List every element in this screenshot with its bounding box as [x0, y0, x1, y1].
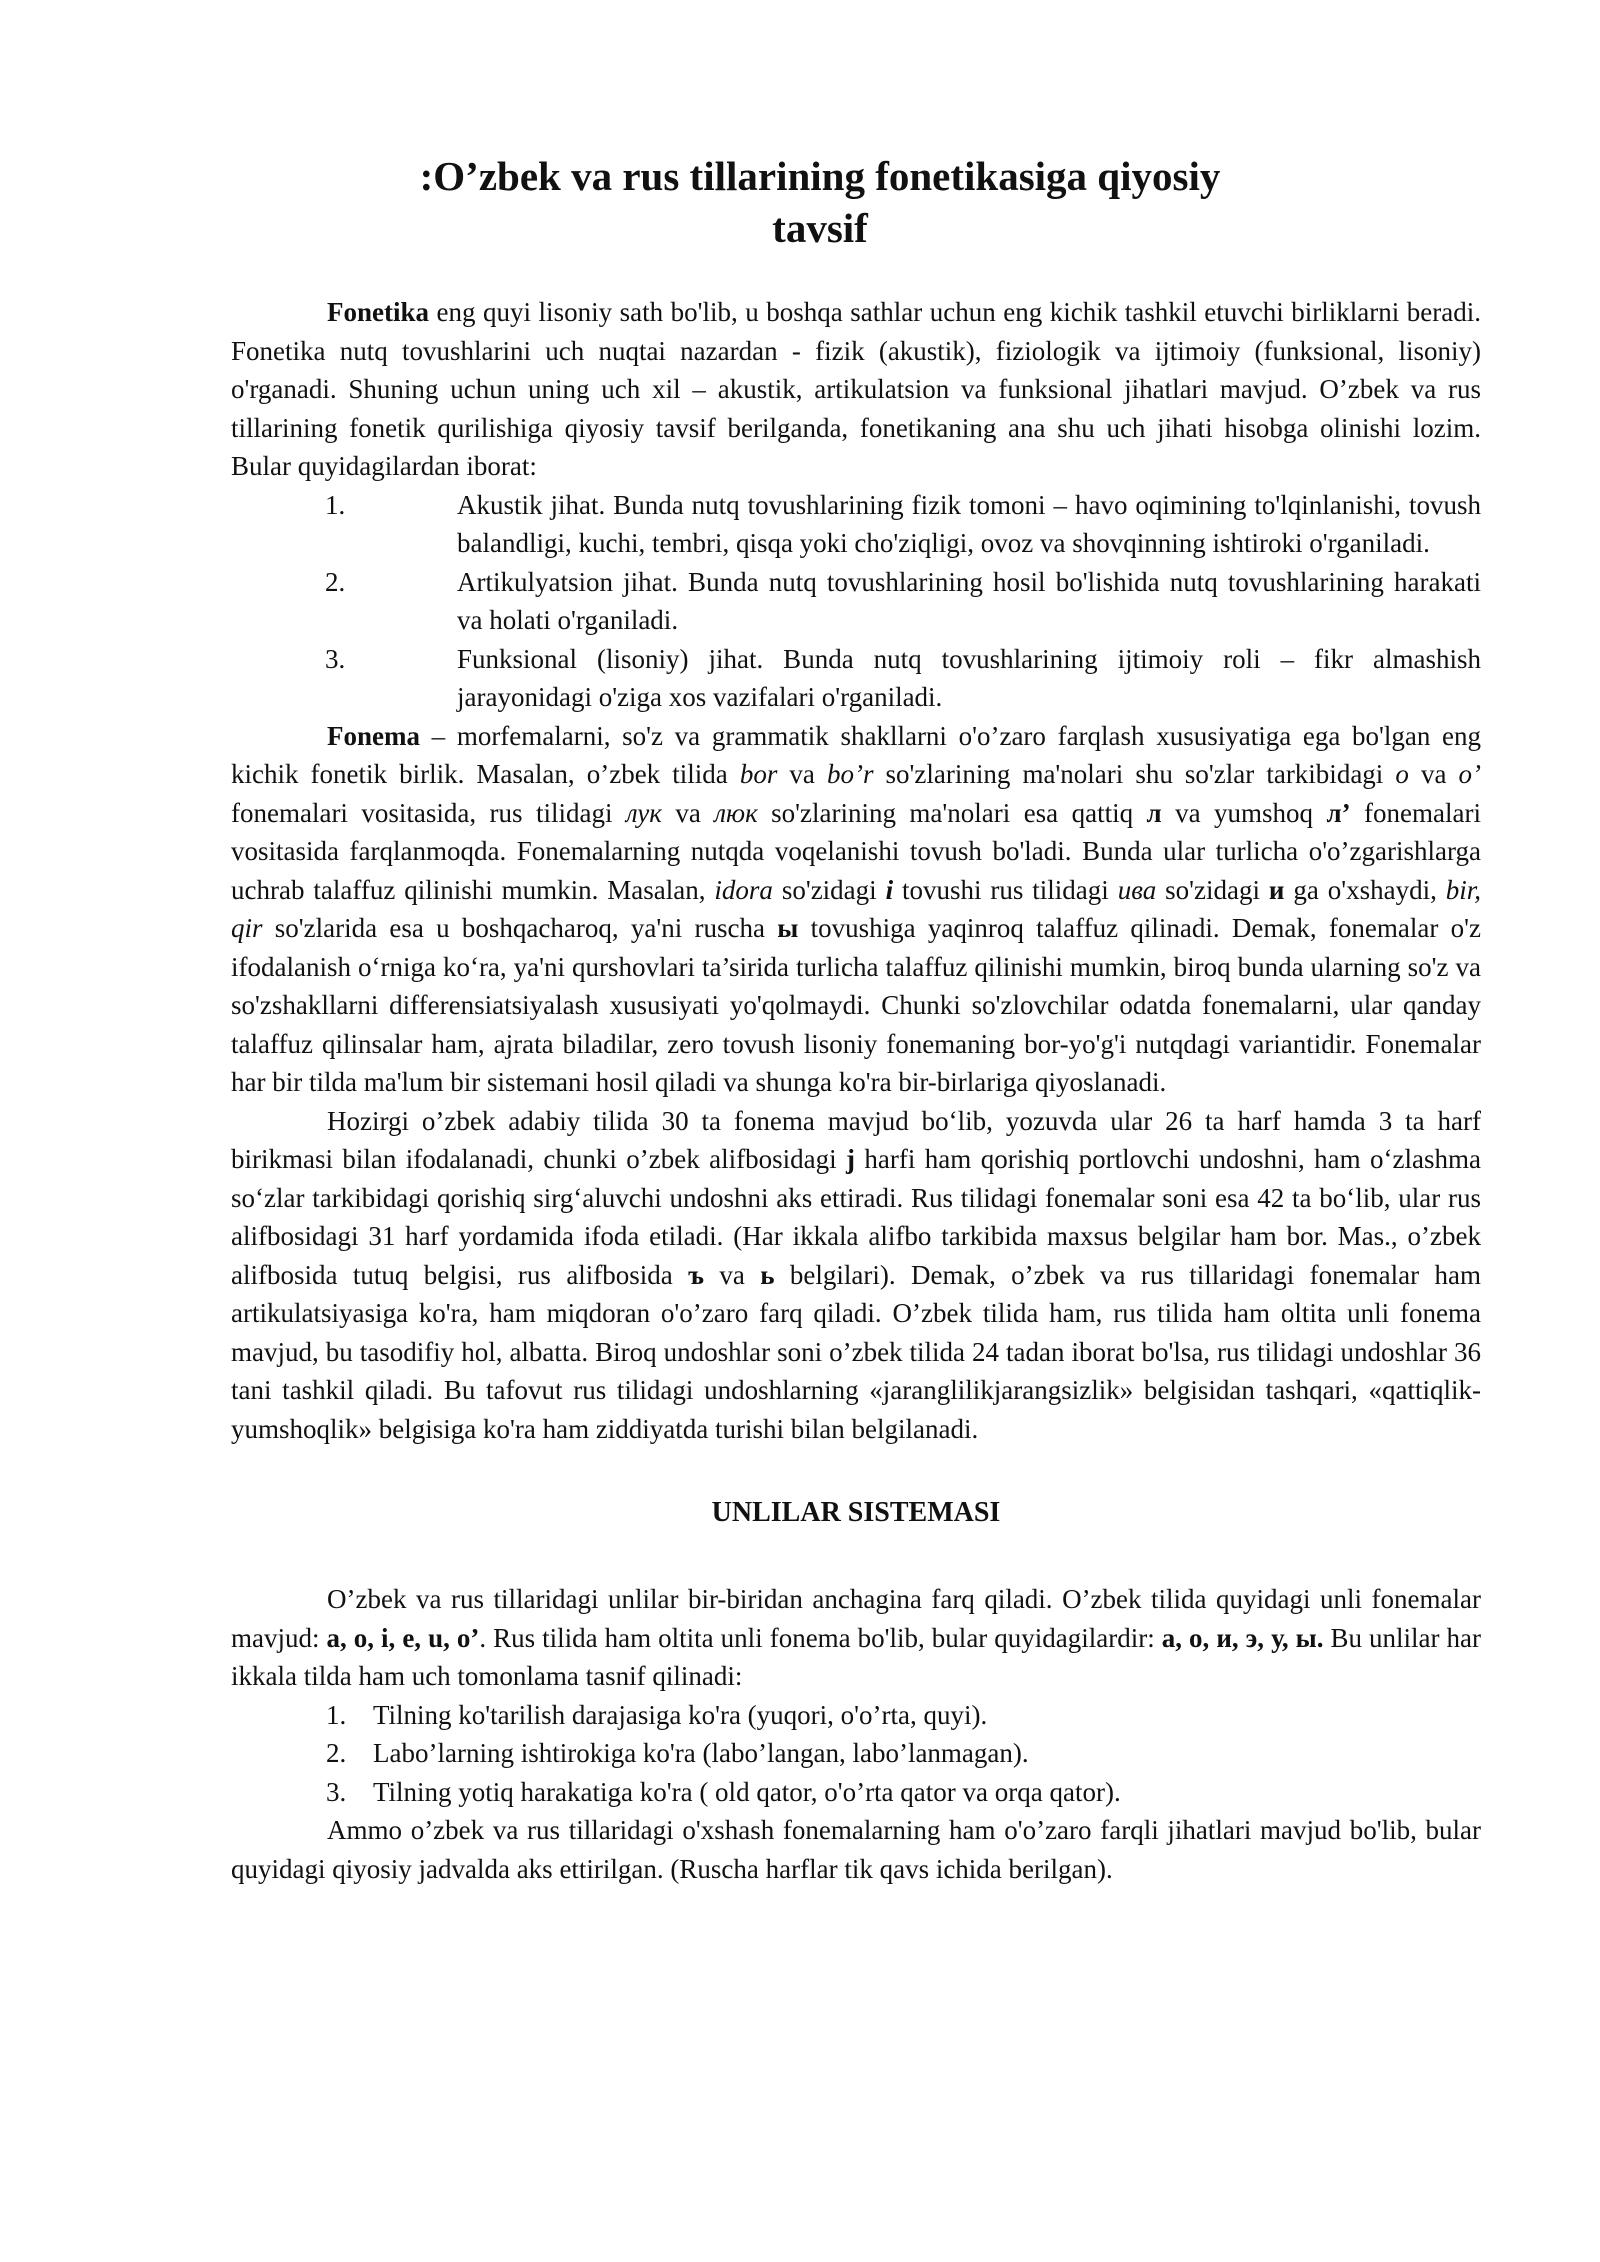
- example-word: bo’r: [826, 759, 874, 789]
- example-letter: i: [885, 874, 894, 905]
- example-word: idora: [714, 874, 773, 905]
- paragraph-fonemalar-soni: [231, 1102, 1481, 1449]
- text-run: belgilari). Demak, o’zbek va rus tillaridagi fonemalar ham artikulatsiyasiga ko'ra, ham miqdoran o'o’zaro farq qiladi. O’zbek tilida ham, rus tilida ham oltita unli fonema mavjud, bu tasodifiy hol, albatta. Biroq undoshlar soni o’zbek tilida 24 tadan iborat bo'lsa, rus tilidagi undoshlar 36 tani tashkil qiladi. Bu tafovut rus tilidagi undoshlarning «jaranglilikjarangsizlik» belgisidan tashqari, «qattiqlik-yumshoqlik» belgisiga ko'ra ham ziddiyatda turishi bilan belgilanadi.: [231, 1259, 1481, 1444]
- example-letter: ы: [777, 913, 799, 943]
- list-number: 2.: [325, 566, 346, 597]
- text-run: Hozirgi o’zbek adabiy tilida 30 ta fonema mavjud bo‘lib, yozuvda ular 26 ta harf hamda 3 ta harf birikmasi bilan ifodalanadi, chunki o’zbek alifbosidagi: [231, 1105, 1481, 1174]
- example-word: люк: [714, 797, 758, 828]
- term-fonema: Fonema: [327, 720, 420, 751]
- example-letter: ъ: [688, 1259, 704, 1290]
- text-run: fonemalari vositasida, rus tilidagi: [231, 797, 626, 828]
- paragraph-jadval: Ammo o’zbek va rus tillaridagi o'xshash fonemalarning ham o'o’zaro farqli jihatlari mavjud bo'lib, bular quyidagi qiyosiy jadvalda aks ettirilgan. (Ruscha harflar tik qavs ichida berilgan).: [231, 1815, 1481, 1884]
- list-item-text: Artikulyatsion jihat. Bunda nutq tovushlarining hosil bo'lishida nutq tovushlarining harakati va holati o'rganiladi.: [457, 566, 1481, 635]
- list-number: 1.: [326, 1699, 347, 1730]
- list-item-text: Tilning yotiq harakatiga ko'ra ( old qator, o'o’rta qator va orqa qator).: [373, 1776, 1121, 1807]
- vowel-list-uzbek: a, o, i, e, u, o’: [326, 1622, 480, 1653]
- example-letter: л’: [1326, 797, 1351, 828]
- text-run: va yumshoq: [1161, 797, 1327, 828]
- example-word: ива: [1117, 874, 1157, 905]
- text-run: so'zlarining ma'nolari shu so'zlar tarkibidagi: [873, 759, 1396, 789]
- text-run: O’zbek va rus tillaridagi unlilar bir-biridan anchagina farq qiladi. O’zbek tilida quyidagi unli fonemalar mavjud:: [231, 1584, 1481, 1653]
- example-letter: и: [1268, 874, 1285, 905]
- list-item-text: Tilning ko'tarilish darajasiga ko'ra (yuqori, o'o’rta, quyi).: [373, 1699, 988, 1730]
- paragraph-unlilar: [231, 1580, 1481, 1696]
- example-word: bir, qir: [231, 874, 1482, 943]
- text-run: – morfemalarni, so'z va grammatik shakllarni o'o’zaro farqlash xususiyatiga ega bo'lgan eng kichik fonetik birlik. Masalan, o’zbek tilida: [231, 720, 1481, 789]
- example-letter: ь: [760, 1259, 775, 1290]
- paragraph-fonetika: [231, 293, 1481, 486]
- list-item: [231, 486, 1481, 563]
- paragraph-fonema: [231, 717, 1481, 1102]
- example-word: bor: [739, 759, 778, 789]
- document-title: [230, 150, 1410, 254]
- text-run: so'zlarining ma'nolari esa qattiq: [757, 797, 1147, 828]
- title-line-2: tavsif: [772, 205, 868, 251]
- list-item-text: Funksional (lisoniy) jihat. Bunda nutq tovushlarining ijtimoiy roli – fikr almashish jarayonidagi o'ziga xos vazifalari o'rganiladi.: [457, 643, 1481, 712]
- text-run: tovushiga yaqinroq talaffuz qilinadi. Demak, fonemalar o'z ifodalanish o‘rniga ko‘ra, ya'ni qurshovlari ta’sirida turlicha talaffuz qilinishi mumkin, biroq bunda ularning so'z va so'zshakllarni differensiatsiyalash xususiyati yo'qolmaydi. Chunki so'zlovchilar odatda fonemalarni, ular qanday talaffuz qilinsalar ham, ajrata biladilar, zero tovush lisoniy fonemaning bor-yo'g'i nutqdagi variantidir. Fonemalar har bir tilda ma'lum bir sistemani hosil qiladi va shunga ko'ra bir-birlariga qiyoslanadi.: [231, 913, 1481, 1097]
- text-run: Bu unlilar har ikkala tilda ham uch tomonlama tasnif qilinadi:: [231, 1622, 1482, 1691]
- example-word: лук: [625, 797, 662, 828]
- text-run: tovushi rus tilidagi: [893, 874, 1118, 905]
- list-item: [231, 640, 1481, 717]
- text-run: va: [777, 759, 827, 789]
- text-run: ga o'xshaydi,: [1284, 874, 1446, 905]
- list-item: [231, 1773, 1481, 1812]
- list-number: 2.: [326, 1738, 347, 1768]
- vowel-list-russian: а, о, и, э, у, ы.: [1161, 1622, 1324, 1653]
- example-word: o’: [1458, 759, 1482, 789]
- text-run: harfi ham qorishiq portlovchi undoshni, ham o‘zlashma so‘zlar tarkibidagi qorishiq sirg‘aluvchi undoshni aks ettiradi. Rus tilidagi fonemalar soni esa 42 ta bo‘lib, ular rus alifbosidagi 31 harf yordamida ifoda etiladi. (Har ikkala alifbo tarkibida maxsus belgilar ham bor. Mas., o’zbek alifbosida tutuq belgisi, rus alifbosida: [231, 1144, 1481, 1290]
- list-item-text: Akustik jihat. Bunda nutq tovushlarining fizik tomoni – havo oqimining to'lqinlanishi, tovush balandligi, kuchi, tembri, qisqa yoki cho'ziqligi, ovoz va shovqinning ishtiroki o'rganiladi.: [457, 489, 1481, 558]
- list-item: [231, 1734, 1481, 1773]
- term-fonetika: Fonetika: [327, 297, 430, 327]
- document-body: [231, 293, 1481, 1888]
- text-run: va: [703, 1259, 761, 1290]
- paragraph-text: eng quyi lisoniy sath bo'lib, u boshqa sathlar uchun eng kichik tashkil etuvchi birliklarni beradi. Fonetika nutq tovushlarini uch nuqtai nazardan - fizik (akustik), fiziologik va ijtimoiy (funksional, lisoniy) o'rganadi. Shuning uchun uning uch xil – akustik, artikulatsion va funksional jihatlari mavjud. O’zbek va rus tillarining fonetik qurilishiga qiyosiy tavsif berilganda, fonetikaning ana shu uch jihati hisobga olinishi lozim. Bular quyidagilardan iborat:: [231, 297, 1481, 481]
- list-number: 3.: [326, 1776, 347, 1807]
- text-run: so'zlarida esa u boshqacharoq, ya'ni ruscha: [262, 913, 778, 943]
- text-run: so'zidagi: [772, 874, 886, 905]
- text-run: fonemalari vositasida farqlanmoqda. Fonemalarning nutqda voqelanishi tovush bo'ladi. Bunda ular turlicha o'o’zgarishlarga uchrab talaffuz qilinishi mumkin. Masalan,: [231, 797, 1481, 905]
- list-item: [231, 1696, 1481, 1735]
- text-run: va: [1408, 759, 1459, 789]
- text-run: so'zidagi: [1156, 874, 1269, 905]
- example-letter: j: [846, 1144, 856, 1174]
- list-item: [231, 563, 1481, 640]
- example-letter: л: [1146, 797, 1162, 828]
- classification-list: [231, 1696, 1481, 1812]
- text-run: va: [661, 797, 715, 828]
- list-item-text: Labo’larning ishtirokiga ko'ra (labo’langan, labo’lanmagan).: [373, 1738, 1029, 1768]
- text-run: . Rus tilida ham oltita unli fonema bo'lib, bular quyidagilardir:: [479, 1622, 1162, 1653]
- list-number: 3.: [325, 643, 346, 674]
- section-heading: UNLILAR SISTEMASI: [711, 1497, 1001, 1528]
- aspects-list: [231, 486, 1481, 717]
- list-number: 1.: [325, 489, 346, 520]
- example-word: o: [1395, 759, 1409, 789]
- title-line-1: :O’zbek va rus tillarining fonetikasiga qiyosiy: [419, 153, 1221, 199]
